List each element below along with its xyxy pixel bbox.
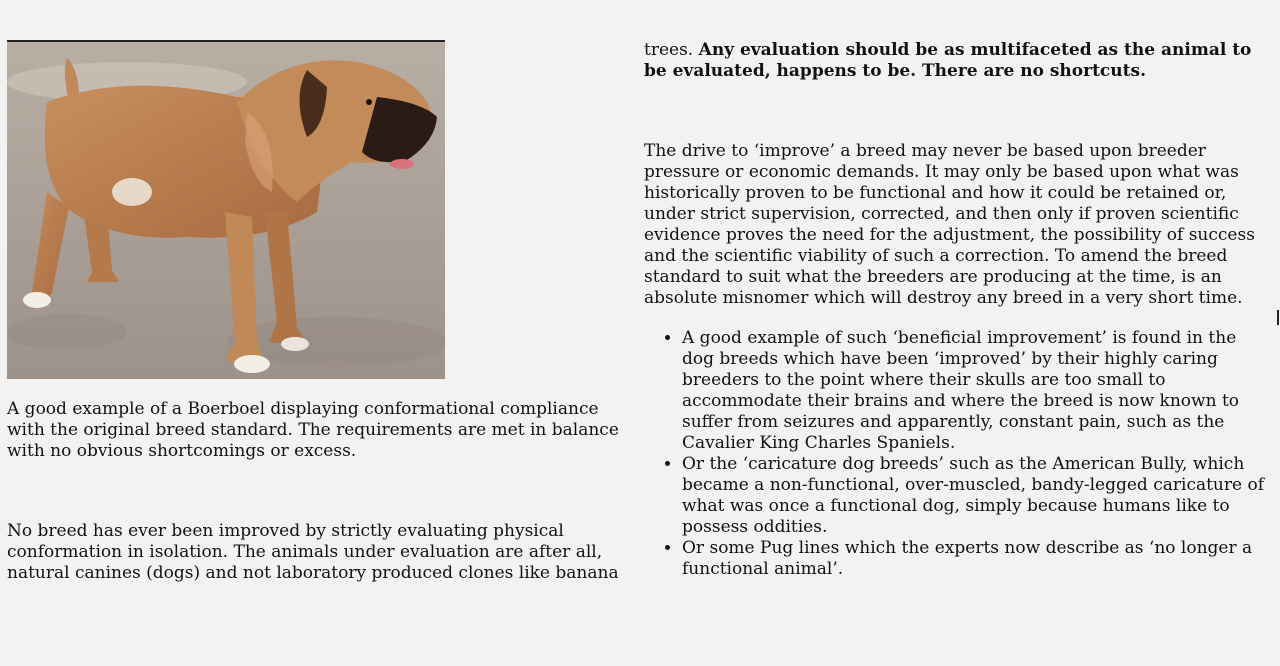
photo-caption: A good example of a Boerboel displaying conformational compliance with the original breed standard. The requirements are met in balance with no obvious shortcomings or excess. bbox=[7, 399, 619, 461]
right-column bbox=[644, 40, 1264, 580]
boerboel-photo bbox=[7, 40, 445, 379]
list-item: • Or some Pug lines which the experts now describe as ‘no longer a functional animal’. bbox=[682, 538, 1264, 580]
lead-plain-text: trees. bbox=[644, 40, 699, 60]
bullet-list bbox=[644, 328, 1264, 580]
dog-illustration bbox=[7, 42, 445, 379]
body-paragraph-left: No breed has ever been improved by strictly evaluating physical conformation in isolation. The animals under evaluation are after all, natural canines (dogs) and not laboratory produced clones like banana bbox=[7, 521, 619, 583]
body-paragraph-right: The drive to ‘improve’ a breed may never be based upon breeder pressure or economic demands. It may only be based upon what was historically proven to be functional and how it could be retained or, under strict supervision, corrected, and then only if proven scientific evidence proves the need for the adjustment, the possibility of success and the scientific viability of such a correction. To amend the breed standard to suit what the breeders are producing at the time, is an absolute misnomer which will destroy any breed in a very short time. bbox=[644, 141, 1255, 308]
lead-paragraph bbox=[644, 40, 1264, 82]
text-cursor bbox=[1277, 310, 1279, 325]
left-column bbox=[7, 40, 622, 584]
lead-bold-text: Any evaluation should be as multifaceted as the animal to be evaluated, happens to be. There are no shortcuts. bbox=[644, 40, 1252, 81]
list-item: • A good example of such ‘beneficial improvement’ is found in the dog breeds which have been ‘improved’ by their highly caring breeders to the point where their skulls are too small to accommodate their brains and where the breed is now known to suffer from seizures and apparently, constant pain, such as the Cavalier King Charles Spaniels. bbox=[682, 328, 1264, 454]
list-item: • Or the ‘caricature dog breeds’ such as the American Bully, which became a non-functional, over-muscled, bandy-legged caricature of what was once a functional dog, simply because humans like to possess oddities. bbox=[682, 454, 1264, 538]
